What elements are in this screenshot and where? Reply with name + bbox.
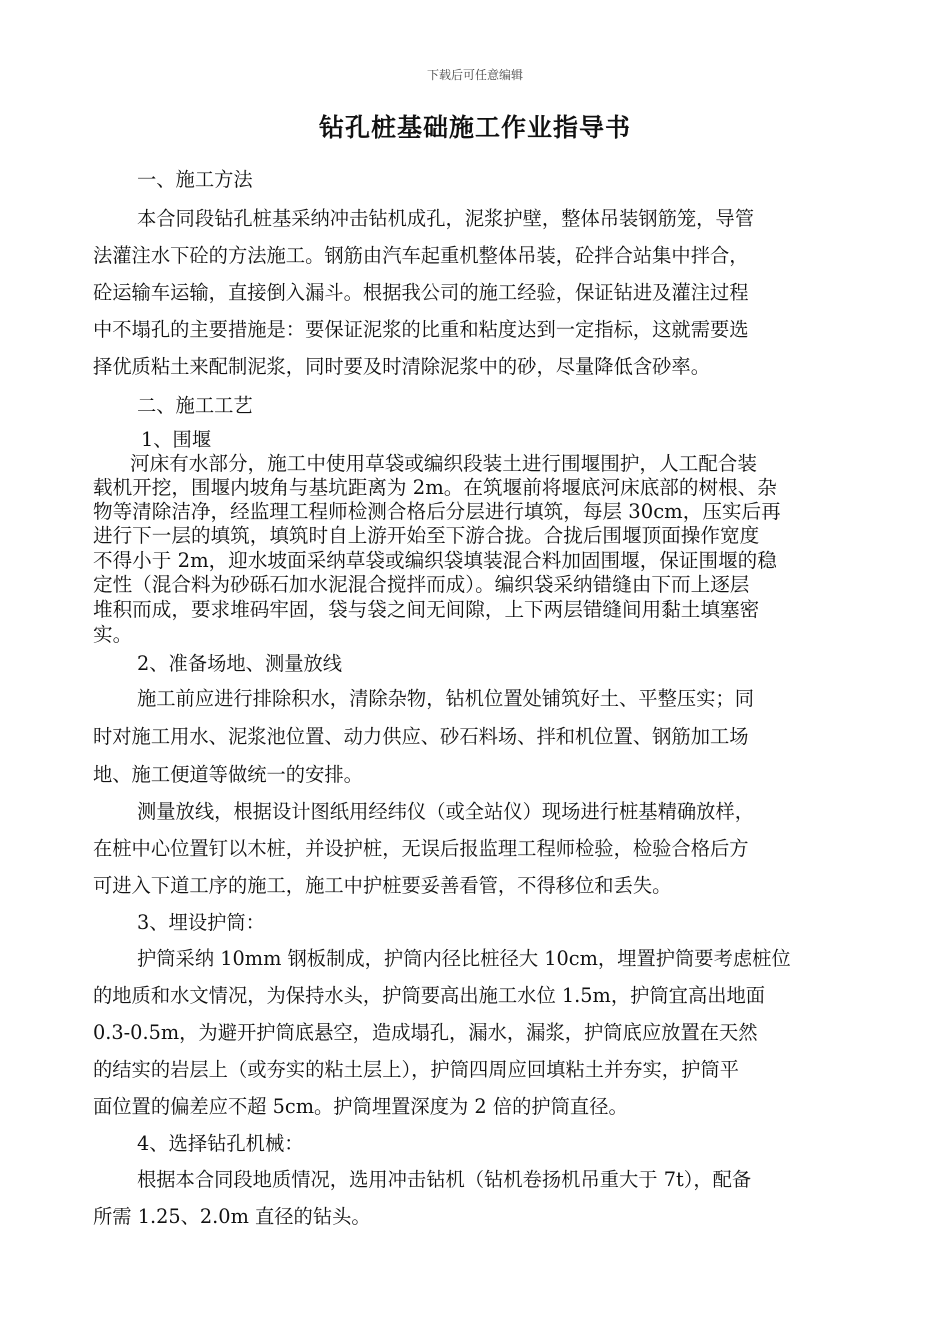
section2-heading: 二、施工工艺 [137, 394, 253, 417]
sub1-line: 进行下一层的填筑，填筑时自上游开始至下游合拢。合拢后围堰顶面操作宽度 [93, 524, 760, 547]
sub4-line: 根据本合同段地质情况，选用冲击钻机（钻机卷扬机吊重大于 7t），配备 [137, 1168, 752, 1191]
sub3-line: 面位置的偏差应不超 5cm。护筒埋置深度为 2 倍的护筒直径。 [93, 1095, 628, 1118]
sub3-line: 0.3-0.5m，为避开护筒底悬空，造成塌孔，漏水，漏浆，护筒底应放置在天然 [93, 1021, 758, 1044]
sub1-line: 堆积而成，要求堆码牢固，袋与袋之间无间隙，上下两层错缝间用黏土填塞密 [93, 598, 760, 621]
sub2-para1-line: 地、施工便道等做统一的安排。 [93, 763, 363, 786]
sub3-line: 的地质和水文情况，为保持水头，护筒要高出施工水位 1.5m，护筒宜高出地面 [93, 984, 766, 1007]
section1-heading: 一、施工方法 [137, 168, 253, 191]
sub1-line: 物等清除洁净，经监理工程师检测合格后分层进行填筑，每层 30cm，压实后再 [93, 500, 781, 523]
sub4-line: 所需 1.25、2.0m 直径的钻头。 [93, 1205, 371, 1228]
sub2-para1-line: 时对施工用水、泥浆池位置、动力供应、砂石料场、拌和机位置、钢筋加工场 [93, 725, 749, 748]
sub2-para1-line: 施工前应进行排除积水，清除杂物，钻机位置处铺筑好土、平整压实；同 [137, 687, 754, 710]
sub3-line: 护筒采纳 10mm 钢板制成，护筒内径比桩径大 10cm，埋置护筒要考虑桩位 [137, 947, 791, 970]
section1-line: 中不塌孔的主要措施是：要保证泥浆的比重和粘度达到一定指标，这就需要选 [93, 318, 749, 341]
document-title: 钻孔桩基础施工作业指导书 [318, 113, 631, 142]
sub2-para2-line: 可进入下道工序的施工，施工中护桩要妥善看管，不得移位和丢失。 [93, 874, 672, 897]
sub4-heading: 4、选择钻孔机械： [137, 1132, 304, 1155]
page-header-note: 下载后可任意编辑 [426, 68, 523, 82]
sub1-line: 河床有水部分，施工中使用草袋或编织段装土进行围堰围护，人工配合装 [130, 452, 757, 475]
section1-line: 砼运输车运输，直接倒入漏斗。根据我公司的施工经验，保证钻进及灌注过程 [93, 281, 749, 304]
sub3-heading: 3、埋设护筒： [137, 911, 265, 934]
sub2-heading: 2、准备场地、测量放线 [137, 652, 343, 675]
sub1-line: 不得小于 2m，迎水坡面采纳草袋或编织袋填装混合料加固围堰，保证围堰的稳 [93, 549, 777, 572]
sub1-line: 实。 [93, 623, 133, 646]
section1-line: 本合同段钻孔桩基采纳冲击钻机成孔，泥浆护壁，整体吊装钢筋笼，导管 [137, 207, 754, 230]
sub1-heading: 1、围堰 [141, 428, 212, 451]
sub3-line: 的结实的岩层上（或夯实的粘土层上），护筒四周应回填粘土并夯实，护筒平 [93, 1058, 739, 1081]
section1-line: 择优质粘土来配制泥浆，同时要及时清除泥浆中的砂，尽量降低含砂率。 [93, 355, 710, 378]
sub2-para2-line: 测量放线，根据设计图纸用经纬仪（或全站仪）现场进行桩基精确放样， [137, 800, 754, 823]
sub1-line: 载机开挖，围堰内坡角与基坑距离为 2m。在筑堰前将堰底河床底部的树根、杂 [93, 476, 777, 499]
sub2-para2-line: 在桩中心位置钉以木桩，并设护桩，无误后报监理工程师检验，检验合格后方 [93, 837, 749, 860]
sub1-line: 定性（混合料为砂砾石加水泥混合搅拌而成）。编织袋采纳错缝由下而上逐层 [93, 573, 750, 596]
section1-line: 法灌注水下砼的方法施工。钢筋由汽车起重机整体吊装，砼拌合站集中拌合， [93, 244, 749, 267]
